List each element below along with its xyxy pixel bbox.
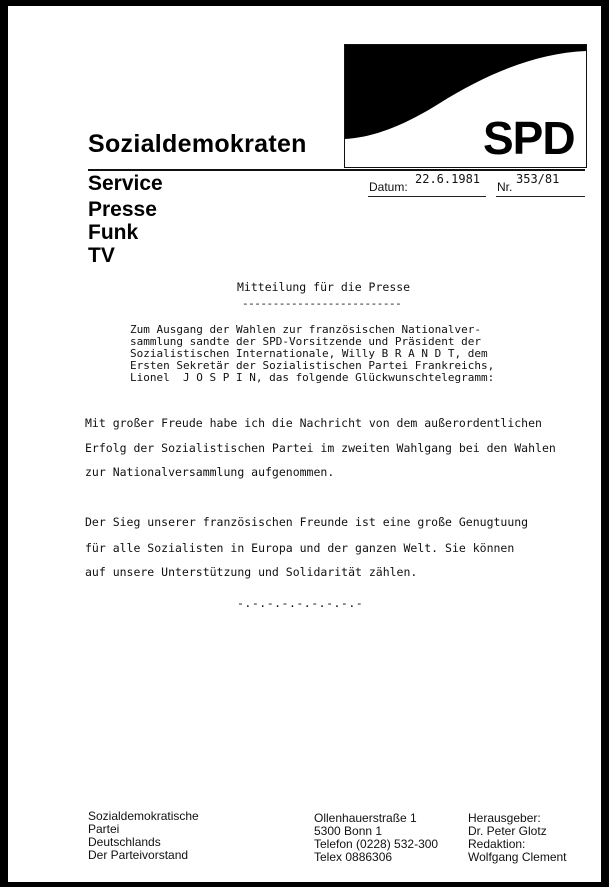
footer-address-line: Telefon (0228) 532-300 [314, 837, 439, 851]
footer-address-line: 5300 Bonn 1 [314, 824, 383, 838]
nr-value: 353/81 [516, 172, 560, 186]
footer-party-line: Deutschlands [88, 835, 161, 849]
footer-party-line: Partei [88, 822, 120, 836]
footer-publisher-line: Wolfgang Clement [468, 850, 567, 864]
footer-publisher-line: Herausgeber: [468, 811, 541, 825]
telegram-line: auf unsere Unterstützung und Solidarität zählen. [85, 565, 418, 579]
datum-value: 22.6.1981 [415, 172, 481, 186]
brand-title: Sozialdemokraten [88, 130, 307, 158]
intro-line: Ersten Sekretär der Sozialistischen Partei Frankreichs, [130, 359, 495, 372]
intro-line: sammlung sandte der SPD-Vorsitzende und Präsident der [130, 335, 481, 348]
masthead-rule [88, 169, 585, 171]
footer-address [314, 812, 438, 864]
nr-line [496, 196, 585, 197]
footer-publisher-line: Dr. Peter Glotz [468, 824, 547, 838]
spd-logo [344, 44, 587, 168]
footer-publisher-line: Redaktion: [468, 837, 526, 851]
headline-underline: -------------------------- [242, 297, 402, 310]
section-presse: Presse [88, 198, 157, 221]
footer-party-line: Sozialdemokratische [88, 809, 199, 823]
section-tv: TV [88, 244, 115, 267]
closing-separator: -.-.-.-.-.-.-.-.- [237, 596, 364, 610]
telegram-line: Erfolg der Sozialistischen Partei im zweiten Wahlgang bei den Wahlen [85, 441, 556, 455]
telegram-line: für alle Sozialisten in Europa und der ganzen Welt. Sie können [85, 541, 515, 555]
footer-address-line: Telex 0886306 [314, 850, 393, 864]
footer-address-line: Ollenhauerstraße 1 [314, 811, 417, 825]
intro-line: Zum Ausgang der Wahlen zur französischen Nationalver- [130, 323, 481, 336]
telegram-line: zur Nationalversammlung aufgenommen. [85, 465, 335, 479]
section-funk: Funk [88, 221, 139, 244]
spd-logo-text: SPD [483, 112, 575, 164]
datum-label: Datum: [369, 180, 408, 194]
footer-party [88, 810, 199, 862]
footer-publisher [468, 812, 567, 864]
telegram-line: Der Sieg unserer französischen Freunde ist eine große Genugtuung [85, 515, 529, 529]
press-release-page [8, 6, 601, 882]
nr-label: Nr. [497, 180, 513, 194]
section-service: Service [88, 172, 163, 195]
press-headline: Mitteilung für die Presse [237, 280, 411, 294]
footer-party-line: Der Parteivorstand [88, 848, 189, 862]
intro-line: Lionel J O S P I N, das folgende Glückwunschtelegramm: [130, 371, 495, 384]
datum-line [368, 196, 486, 197]
intro-line: Sozialistischen Internationale, Willy B R A N D T, dem [130, 347, 488, 360]
telegram-line: Mit großer Freude habe ich die Nachricht von dem außerordentlichen [85, 416, 542, 430]
